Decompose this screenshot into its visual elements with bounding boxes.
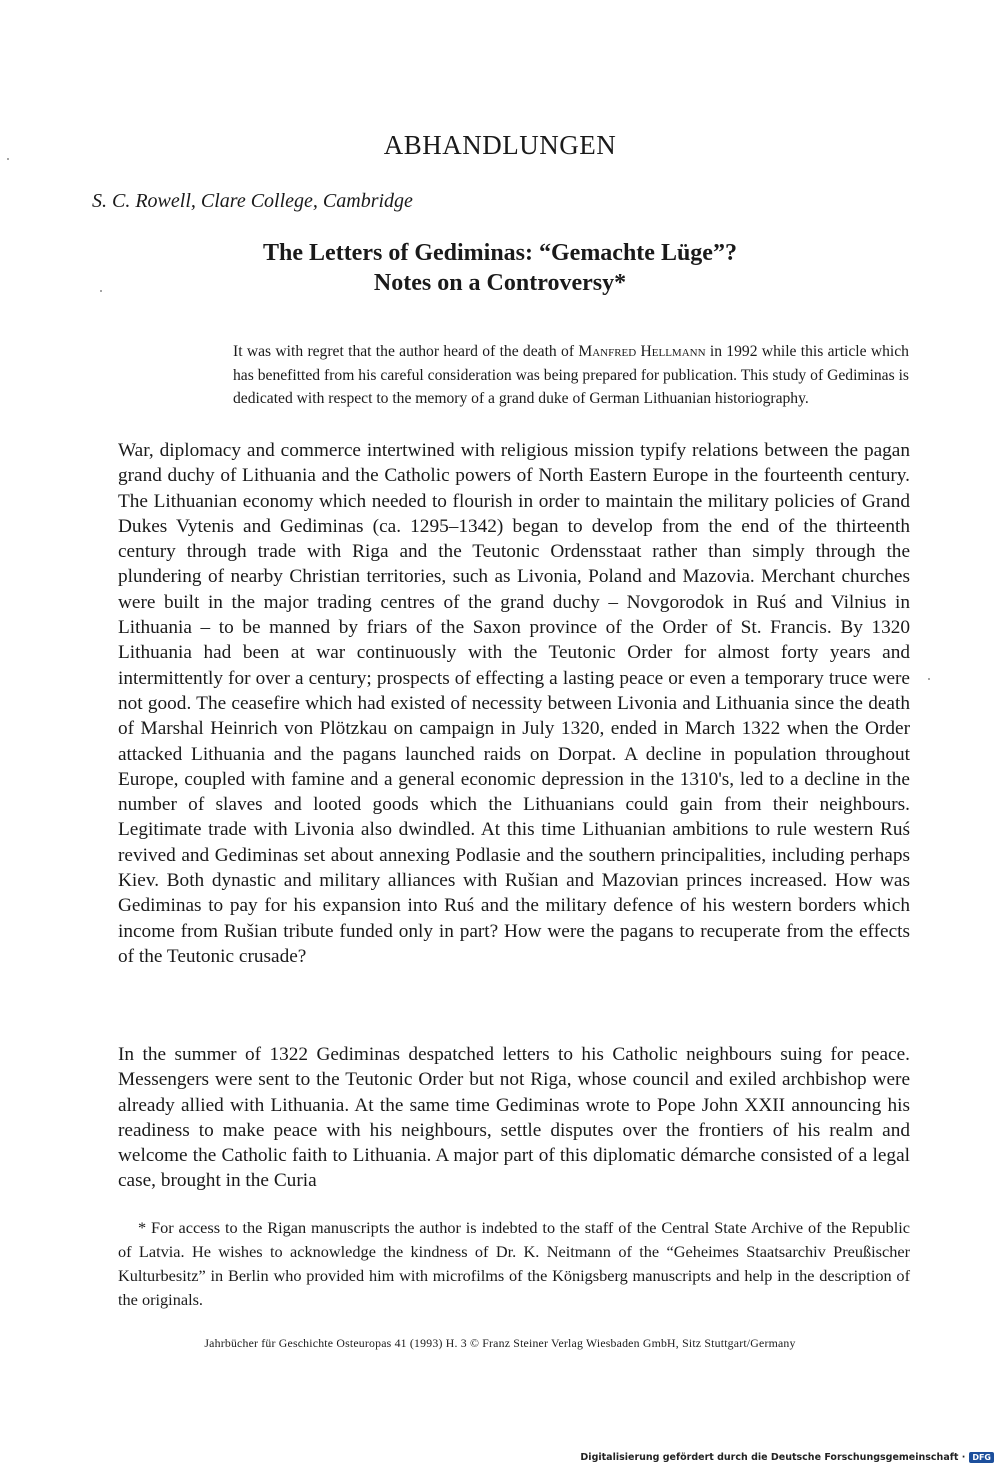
funding-notice-text: Digitalisierung gefördert durch die Deutsche Forschungsgemeinschaft · (580, 1452, 966, 1463)
scan-speck (7, 158, 9, 160)
footnote: * For access to the Rigan manuscripts the author is indebted to the staff of the Central State Archive of the Republic of Latvia. He wishes to acknowledge the kindness of Dr. K. Neitmann of the “Geheimes Staatsarchiv Preußischer Kulturbesitz” in Berlin who provided him with microfilms of the Königsberg manuscripts and help in the description of the originals. (118, 1218, 910, 1309)
dedication-text-start: It was with regret that the author heard of the death of (233, 343, 579, 360)
scan-speck (100, 290, 102, 292)
section-heading: ABHANDLUNGEN (383, 130, 617, 160)
dedication (233, 340, 909, 411)
article-title-line-1: The Letters of Gediminas: “Gemachte Lüge”? (263, 240, 737, 266)
dedication-text-end: in 1992 while this article which has benefitted from his careful consideration was being prepared for publication. This study of Gediminas is dedicated with respect to the memory of a grand duke of German Lithuanian historiography. (233, 343, 909, 407)
scan-speck (928, 678, 930, 680)
journal-imprint: Jahrbücher für Geschichte Osteuropas 41 (1993) H. 3 © Franz Steiner Verlag Wiesbaden GmbH, Sitz Stuttgart/Germany (204, 1336, 796, 1350)
body-paragraph-1: War, diplomacy and commerce intertwined with religious mission typify relations between the pagan grand duchy of Lithuania and the Catholic powers of North Eastern Europe in the fourteenth century. The Lithuanian economy which needed to flourish in order to maintain the military policies of Grand Dukes Vytenis and Gediminas (ca. 1295–1342) began to develop from the end of the thirteenth century through trade with Riga and the Teutonic Ordensstaat rather than simply through the plundering of nearby Christian territories, such as Livonia, Poland and Mazovia. Merchant churches were built in the major trading centres of the grand duchy – Novgorodok in Ruś and Vilnius in Lithuania – to be manned by friars of the Saxon province of the Order of St. Francis. By 1320 Lithuania had been at war continuously with the Teutonic Order for almost forty years and intermittently for over a century; prospects of effecting a lasting peace or even a temporary truce were not good. The ceasefire which had existed of necessity between Livonia and Lithuania since the death of Marshal Heinrich von Plötzkau on campaign in July 1320, ended in March 1322 when the Order attacked Lithuania and the pagans launched raids on Dorpat. A decline in population throughout Europe, coupled with famine and a general economic depression in the 1310's, led to a decline in the number of slaves and looted goods which the Lithuanians could gain from their neighbours. Legitimate trade with Livonia also dwindled. At this time Lithuanian ambitions to rule western Ruś revived and Gediminas set about annexing Podlasie and the southern principalities, including perhaps Kiev. Both dynastic and military alliances with Rušian and Mazovian princes increased. How was Gediminas to pay for his expansion into Ruś and the military defence of his western borders which income from Rušian tribute funded only in part? How were the pagans to recuperate from the effects of the Teutonic crusade? (118, 440, 910, 967)
dfg-logo-icon: DFG (969, 1452, 994, 1463)
funding-notice (580, 1452, 994, 1463)
dedication-name: Manfred Hellmann (578, 343, 706, 360)
article-title (0, 238, 1000, 298)
author-line: S. C. Rowell, Clare College, Cambridge (92, 190, 413, 212)
body-paragraph-2: In the summer of 1322 Gediminas despatched letters to his Catholic neighbours suing for peace. Messengers were sent to the Teutonic Order but not Riga, whose council and exiled archbishop were already allied with Lithuania. At the same time Gediminas wrote to Pope John XXII announcing his readiness to make peace with his neighbours, settle disputes over the frontiers of his realm and welcome the Catholic faith to Lithuania. A major part of this diplomatic démarche consisted of a legal case, brought in the Curia (118, 1044, 910, 1192)
article-title-line-2: Notes on a Controversy* (373, 270, 627, 296)
